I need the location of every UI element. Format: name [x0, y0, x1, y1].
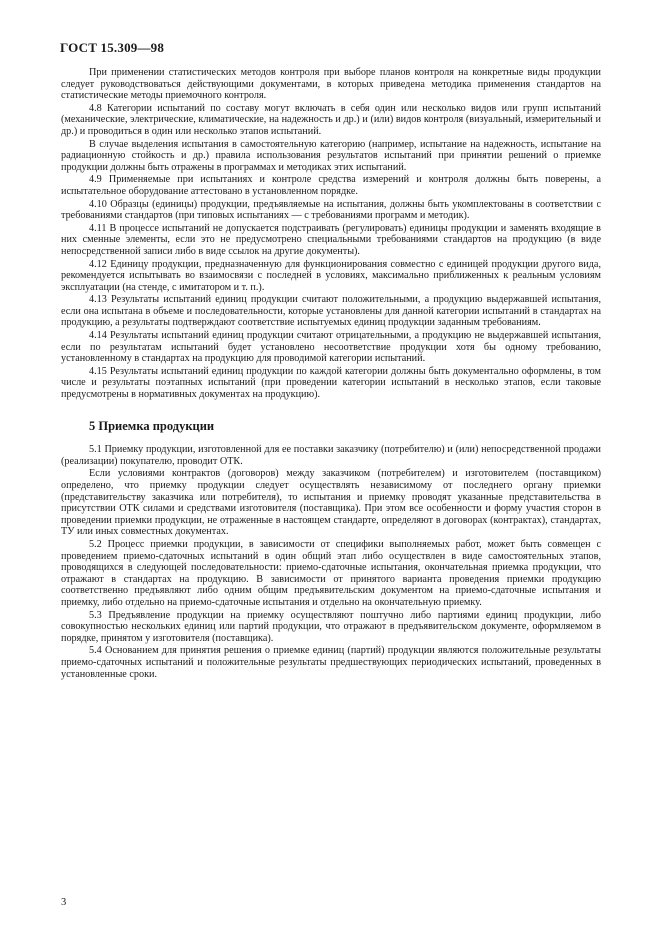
paragraph: 5.1 Приемку продукции, изготовленной для ее поставки заказчику (потребителю) и (или) непосредственной продажи (реализации) покупателю, проводит ОТК.	[61, 444, 601, 467]
paragraph: Если условиями контрактов (договоров) между заказчиком (потребителем) и изготовителем (поставщиком) определено, что приемку продукции следует осуществлять независимому от последнего органу приемки (представительству заказчика или потребителя), то испытания и приемку проводят указанные представительства в присутствии ОТК силами и средствами изготовителя (поставщика). При этом все особенности и форму участия сторон в проведении приемки продукции, не отраженные в настоящем стандарте, определяют в договорах (контрактах), стандартах, ТУ или иных совместных документах.	[61, 468, 601, 538]
section-title: 5 Приемка продукции	[89, 418, 215, 433]
paragraph: 4.15 Результаты испытаний единиц продукции по каждой категории должны быть документально оформлены, в том числе и результаты поэтапных испытаний (при проведении категории испытаний в несколько этапов, если таковые предусмотрены в нормативных документах на продукцию).	[61, 365, 601, 401]
paragraph: 4.14 Результаты испытаний единиц продукции считают отрицательными, а продукцию не выдержавшей испытания, если по результатам испытаний будет установлено несоответствие продукции хотя бы одному требованию, установленному в стандартах на продукцию для проводимой категории испытаний.	[61, 330, 601, 365]
document-body	[61, 67, 601, 681]
paragraph: 4.10 Образцы (единицы) продукции, предъявляемые на испытания, должны быть укомплектованы в соответствии с требованиями стандартов (при типовых испытаниях — с требованиями программ и методик).	[61, 198, 601, 222]
page-header: ГОСТ 15.309—98	[60, 40, 165, 55]
paragraph: В случае выделения испытания в самостоятельную категорию (например, испытание на надежность, испытание на радиационную стойкость и др.) правила использования результатов испытаний при принятии решений о приемке продукции должны быть отражены в программах и методиках этих испытаний.	[61, 138, 601, 173]
paragraph: 4.9 Применяемые при испытаниях и контроле средства измерений и контроля должны быть поверены, а испытательное оборудование аттестовано в установленном порядке.	[61, 174, 601, 197]
paragraph: 4.8 Категории испытаний по составу могут включать в себя один или несколько видов или групп испытаний (механические, электрические, климатические, на надежность и др.) и (или) видов контроля (визуальный, измерительный и др.) и проводиться в один или несколько этапов испытаний.	[61, 102, 601, 137]
paragraph: 4.12 Единицу продукции, предназначенную для функционирования совместно с единицей продукции другого вида, рекомендуется испытывать во взаимосвязи с последней в условиях, максимально приближенных к реальным условиям эксплуатации (на стенде, с имитатором и т. п.).	[61, 258, 601, 293]
paragraph: 4.13 Результаты испытаний единиц продукции считают положительными, а продукцию выдержавшей испытания, если она испытана в объеме и последовательности, которые установлены для данной категории испытаний в стандартах на продукцию, а результаты подтверждают соответствие испытуемых единиц продукции заданным требованиям.	[61, 294, 601, 329]
page-number: 3	[61, 897, 67, 908]
paragraph: 5.3 Предъявление продукции на приемку осуществляют поштучно либо партиями единиц продукции, либо совокупностью нескольких единиц или партий продукции, что отражают в предъявительском документе, оформляемом в порядке, принятом у изготовителя (поставщика).	[61, 609, 601, 644]
paragraph: 4.11 В процессе испытаний не допускается подстраивать (регулировать) единицы продукции и заменять входящие в них сменные элементы, если это не предусмотрено специальными требованиями стандартов на продукцию (в виде непосредственной записи либо в виде ссылок на другие документы).	[61, 222, 601, 257]
paragraph: При применении статистических методов контроля при выборе планов контроля на конкретные виды продукции следует руководствоваться действующими документами, в которых приведена методика применения стандартов на статистические методы приемочного контроля.	[61, 67, 601, 102]
paragraph: 5.2 Процесс приемки продукции, в зависимости от специфики выполняемых работ, может быть совмещен с проведением приемо-сдаточных испытаний в один общий этап либо осуществлен в виде самостоятельных этапов, проводящихся в следующей последовательности: приемо-сдаточные испытания, окончательная приемка продукции, что отражают в стандартах на продукцию. В зависимости от принятого варианта проведения приемки продукцию соответственно предъявляют либо одним общим предъявительским документом на приемо-сдаточные испытания и приемку, либо отдельно на приемо-сдаточные испытания и отдельно на окончательную приемку.	[61, 538, 601, 608]
paragraph: 5.4 Основанием для принятия решения о приемке единиц (партий) продукции являются положительные результаты приемо-сдаточных испытаний и положительные результаты предшествующих периодических испытаний, проведенных в установленные сроки.	[61, 645, 601, 680]
